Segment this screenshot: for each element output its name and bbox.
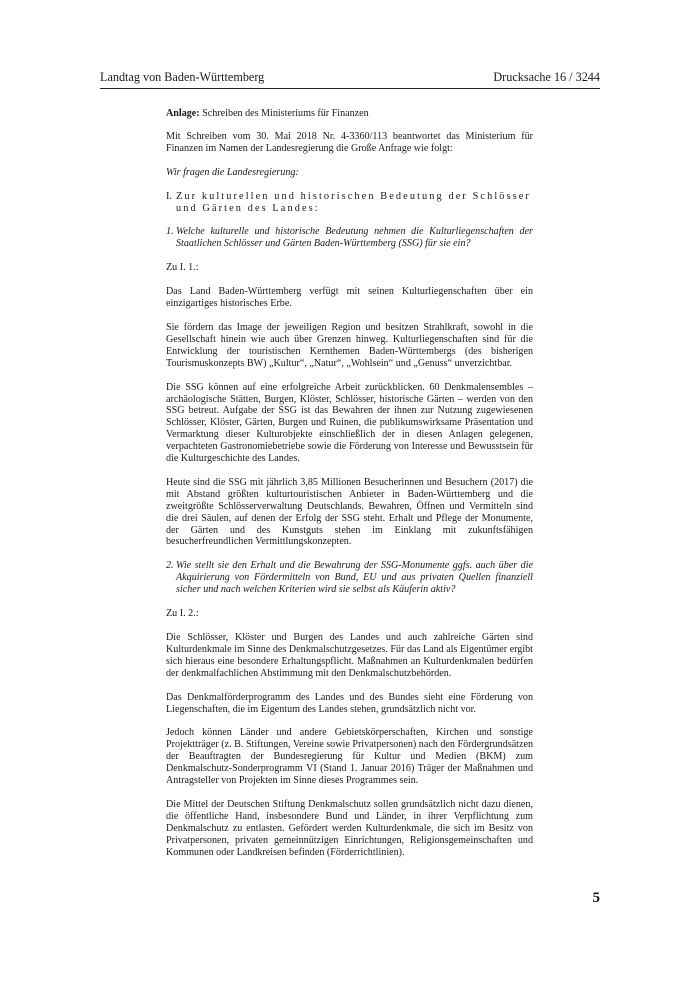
- page-number: 5: [592, 890, 600, 906]
- answer-paragraph: Jedoch können Länder und andere Gebietskörperschaften, Kirchen und sonstige Projektträger (z. B. Stiftungen, Vereine sowie Privatpersonen) nach den Fördergrundsätzen der Beauftragten der Bundesregierung für Kultur und Medien (BKM) zum Denkmalschutz-Sonderprogramm VI (Stand 1. Januar 2016) Träger der Maßnahmen und Antragsteller von Projekten im Sinne dieses Programmes sein.: [166, 727, 533, 787]
- question-number: 1.: [166, 226, 174, 238]
- answer-label-2: Zu I. 2.:: [166, 608, 199, 620]
- document-body: [166, 108, 533, 871]
- question-number: 2.: [166, 560, 174, 572]
- section-number: I.: [166, 190, 173, 202]
- header-rule: [100, 88, 600, 89]
- intro-paragraph: Mit Schreiben vom 30. Mai 2018 Nr. 4-3360/113 beantwortet das Ministerium für Finanzen im Namen der Landesregierung die Große Anfrage wie folgt:: [166, 130, 533, 154]
- question-1: [166, 226, 533, 250]
- wir-fragen: Wir fragen die Landesregierung:: [166, 166, 299, 178]
- anlage-line: [166, 108, 533, 120]
- question-text: Welche kulturelle und historische Bedeutung nehmen die Kulturliegenschaften der Staatlichen Schlösser und Gärten Baden-Württemberg (SSG) für sie ein?: [176, 226, 533, 250]
- answer-paragraph: Sie fördern das Image der jeweiligen Region und besitzen Strahlkraft, sowohl in die Gesellschaft hinein wie auch über Grenzen hinweg. Kulturliegenschaften sind für die Entwicklung der touristischen Kernthemen Baden-Württembergs (des bisherigen Tourismuskonzepts BW) „Kultur“, „Natur“, „Wohlsein“ und „Genuss“ unverzichtbar.: [166, 321, 533, 369]
- answer-paragraph: Die Schlösser, Klöster und Burgen des Landes und auch zahlreiche Gärten sind Kulturdenkmale im Sinne des Denkmalschutzgesetzes. Für das Land als Eigentümer ergibt sich hieraus eine besondere Erhaltungspflicht. Maßnahmen an Kulturdenkmalen bedürfen der denkmalfachlichen Abstimmung mit den Denkmalschutzbehörden.: [166, 632, 533, 679]
- header-left: Landtag von Baden-Württemberg: [100, 70, 265, 84]
- section-title: Zur kulturellen und historischen Bedeutung der Schlösser und Gärten des Landes:: [176, 190, 531, 214]
- answer-paragraph: Das Land Baden-Württemberg verfügt mit seinen Kulturliegenschaften über ein einzigartiges historisches Erbe.: [166, 286, 533, 310]
- answer-paragraph: Heute sind die SSG mit jährlich 3,85 Millionen Besucherinnen und Besuchern (2017) die mit Abstand größten kulturtouristischen Anbieter in Baden-Württemberg und die zweitgrößte Schlösserverwaltung Deutschlands. Bewahren, Öffnen und Vermitteln sind die drei Säulen, auf denen der Erfolg der SSG steht. Erhalt und Pflege der Monumente, der Gärten und des Kunstguts stehen im Einklang mit zukunftsfähigen besucherfreundlichen Vermittlungskonzepten.: [166, 476, 533, 548]
- anlage-label: Anlage:: [166, 108, 200, 119]
- answer-paragraph: Das Denkmalförderprogramm des Landes und des Bundes sieht eine Förderung von Liegenschaften, die im Eigentum des Landes stehen, grundsätzlich nicht vor.: [166, 691, 533, 715]
- header-right: Drucksache 16 / 3244: [493, 70, 600, 84]
- answer-paragraph: Die Mittel der Deutschen Stiftung Denkmalschutz sollen grundsätzlich nicht dazu dienen, die öffentliche Hand, insbesondere Bund und Länder, in ihrer Verpflichtung zum Denkmalschutz zu entlasten. Gefördert werden Kulturdenkmale, die sich im Besitz von Privatpersonen, privaten gemeinnützigen Einrichtungen, Religionsgemeinschaften und Kommunen oder Landkreisen befinden (Förderrichtlinien).: [166, 798, 533, 858]
- anlage-text: Schreiben des Ministeriums für Finanzen: [199, 108, 369, 119]
- question-text: Wie stellt sie den Erhalt und die Bewahrung der SSG-Monumente ggfs. auch über die Akquirierung von Fördermitteln von Bund, EU und aus privaten Quellen finanziell sicher und nach welchen Kriterien wird sie selbst als Käuferin aktiv?: [176, 560, 533, 596]
- question-2: [166, 560, 533, 596]
- answer-paragraph: Die SSG können auf eine erfolgreiche Arbeit zurückblicken. 60 Denkmalensembles – archäologische Stätten, Burgen, Klöster, Schlösser, historische Gärten – werden von den SSG betreut. Aufgabe der SSG ist das Bewahren der ihnen zur Nutzung zugewiesenen Schlösser, Klöster, Gärten, Burgen und Ruinen, die publikumswirksame Präsentation und Vermarktung dieser Kulturobjekte einschließlich der in diesen Anlagen gelegenen, verpachteten Gastronomiebetriebe sowie die Förderung von Interesse und Bewusstsein für die Kulturgeschichte des Landes.: [166, 381, 533, 465]
- section-heading-1: [166, 191, 533, 215]
- answer-label-1: Zu I. 1.:: [166, 262, 199, 274]
